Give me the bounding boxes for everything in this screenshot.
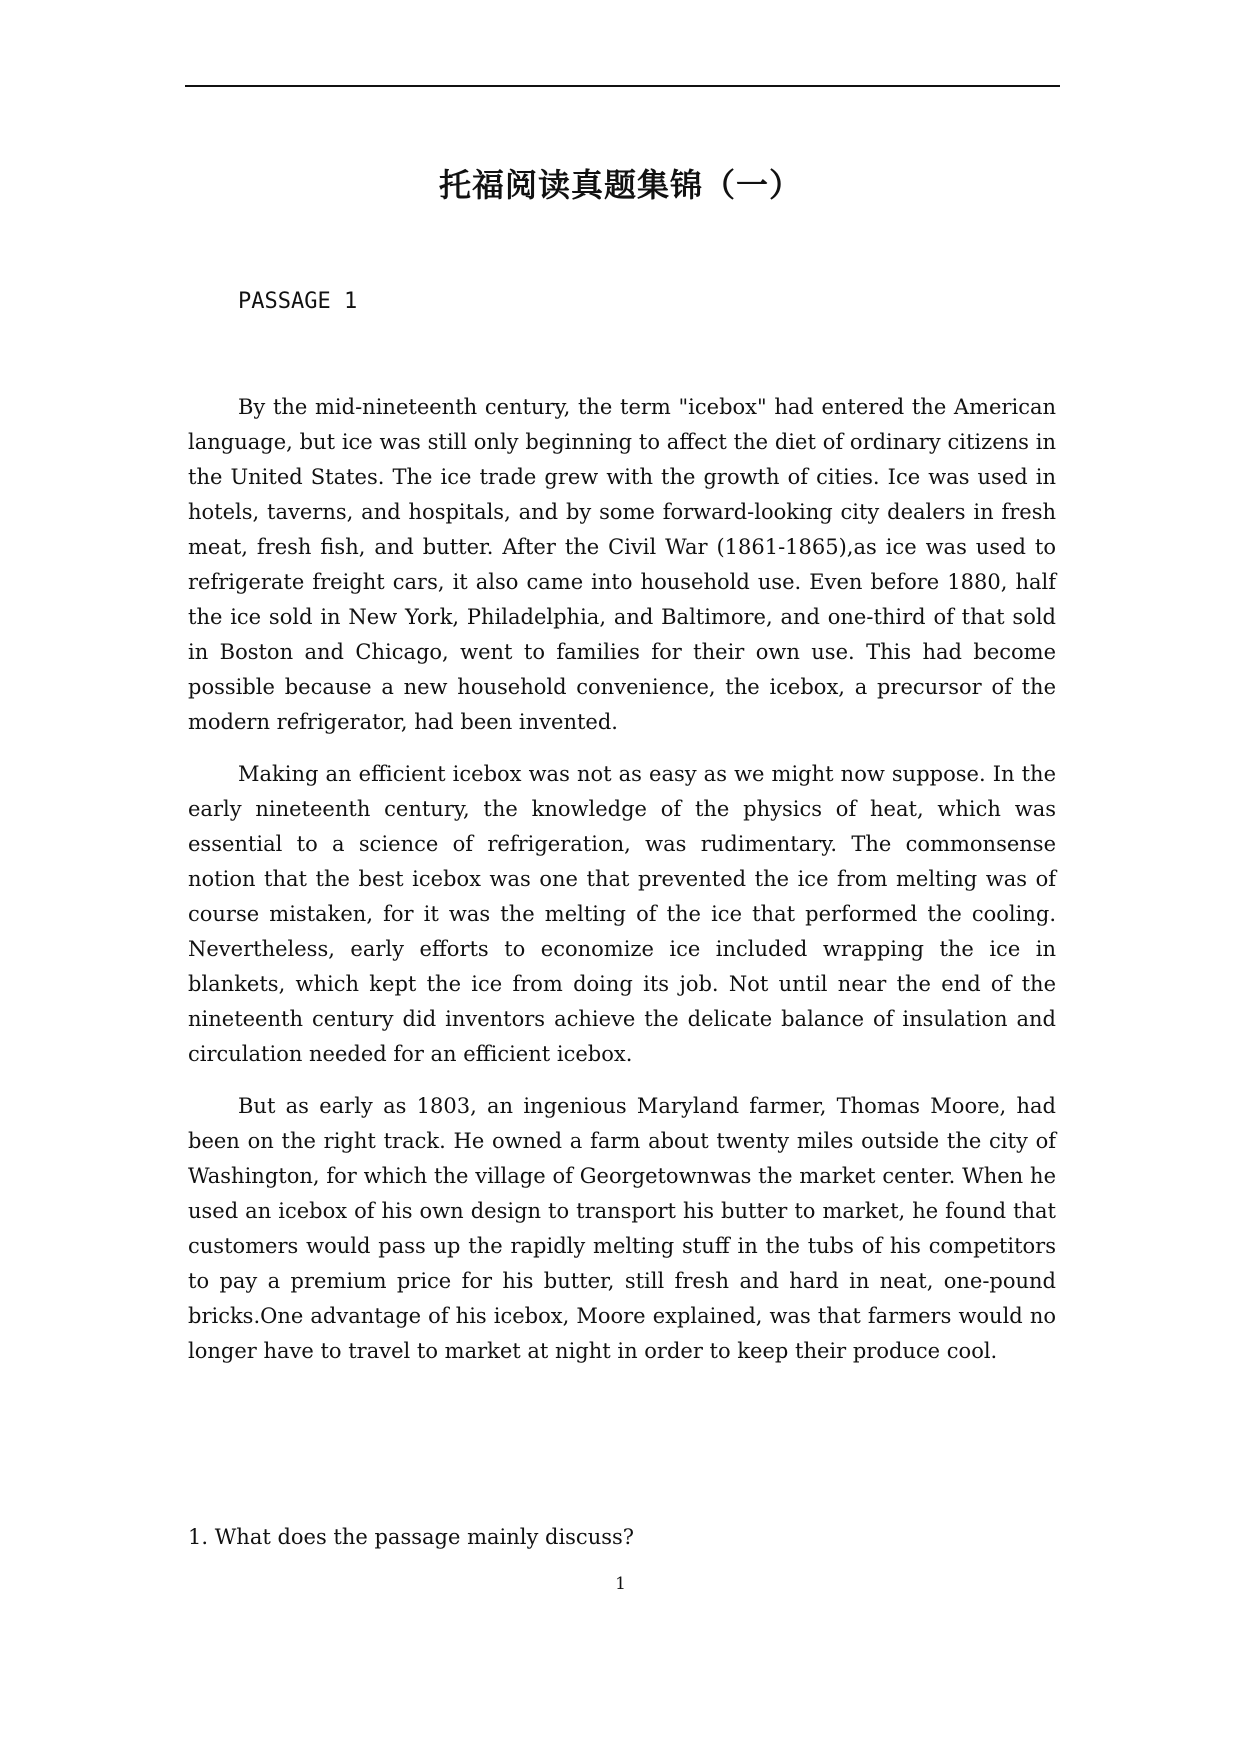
passage-label: PASSAGE 1 [238,289,358,314]
paragraph-3: But as early as 1803, an ingenious Maryland farmer, Thomas Moore, had been on the right track. He owned a farm about twenty miles outside the city of Washington, for which the village of Georgetownwas the market center. When he used an icebox of his own design to transport his butter to market, he found that customers would pass up the rapidly melting stuff in the tubs of his competitors to pay a premium price for his butter, still fresh and hard in neat, one-pound bricks.One advantage of his icebox, Moore explained, was that farmers would no longer have to travel to market at night in order to keep their produce cool. [188,1094,1056,1363]
page-number: 1 [615,1574,626,1594]
question-1: 1. What does the passage mainly discuss? [188,1525,635,1549]
header-rule [185,85,1060,87]
document-title: 托福阅读真题集锦（一） [438,166,802,204]
paragraph-2: Making an efficient icebox was not as easy as we might now suppose. In the early nineteenth century, the knowledge of the physics of heat, which was essential to a science of refrigeration, was rudimentary. The commonsense notion that the best icebox was one that prevented the ice from melting was of course mistaken, for it was the melting of the ice that performed the cooling. Nevertheless, early efforts to economize ice included wrapping the ice in blankets, which kept the ice from doing its job. Not until near the end of the nineteenth century did inventors achieve the delicate balance of insulation and circulation needed for an efficient icebox. [188,762,1056,1066]
passage-body [188,390,1056,1386]
paragraph-1: By the mid-nineteenth century, the term "icebox" had entered the American language, but ice was still only beginning to affect the diet of ordinary citizens in the United States. The ice trade grew with the growth of cities. Ice was used in hotels, taverns, and hospitals, and by some forward-looking city dealers in fresh meat, fresh fish, and butter. After the Civil War (1861-1865),as ice was used to refrigerate freight cars, it also came into household use. Even before 1880, half the ice sold in New York, Philadelphia, and Baltimore, and one-third of that sold in Boston and Chicago, went to families for their own use. This had become possible because a new household convenience, the icebox, a precursor of the modern refrigerator, had been invented. [188,395,1056,734]
